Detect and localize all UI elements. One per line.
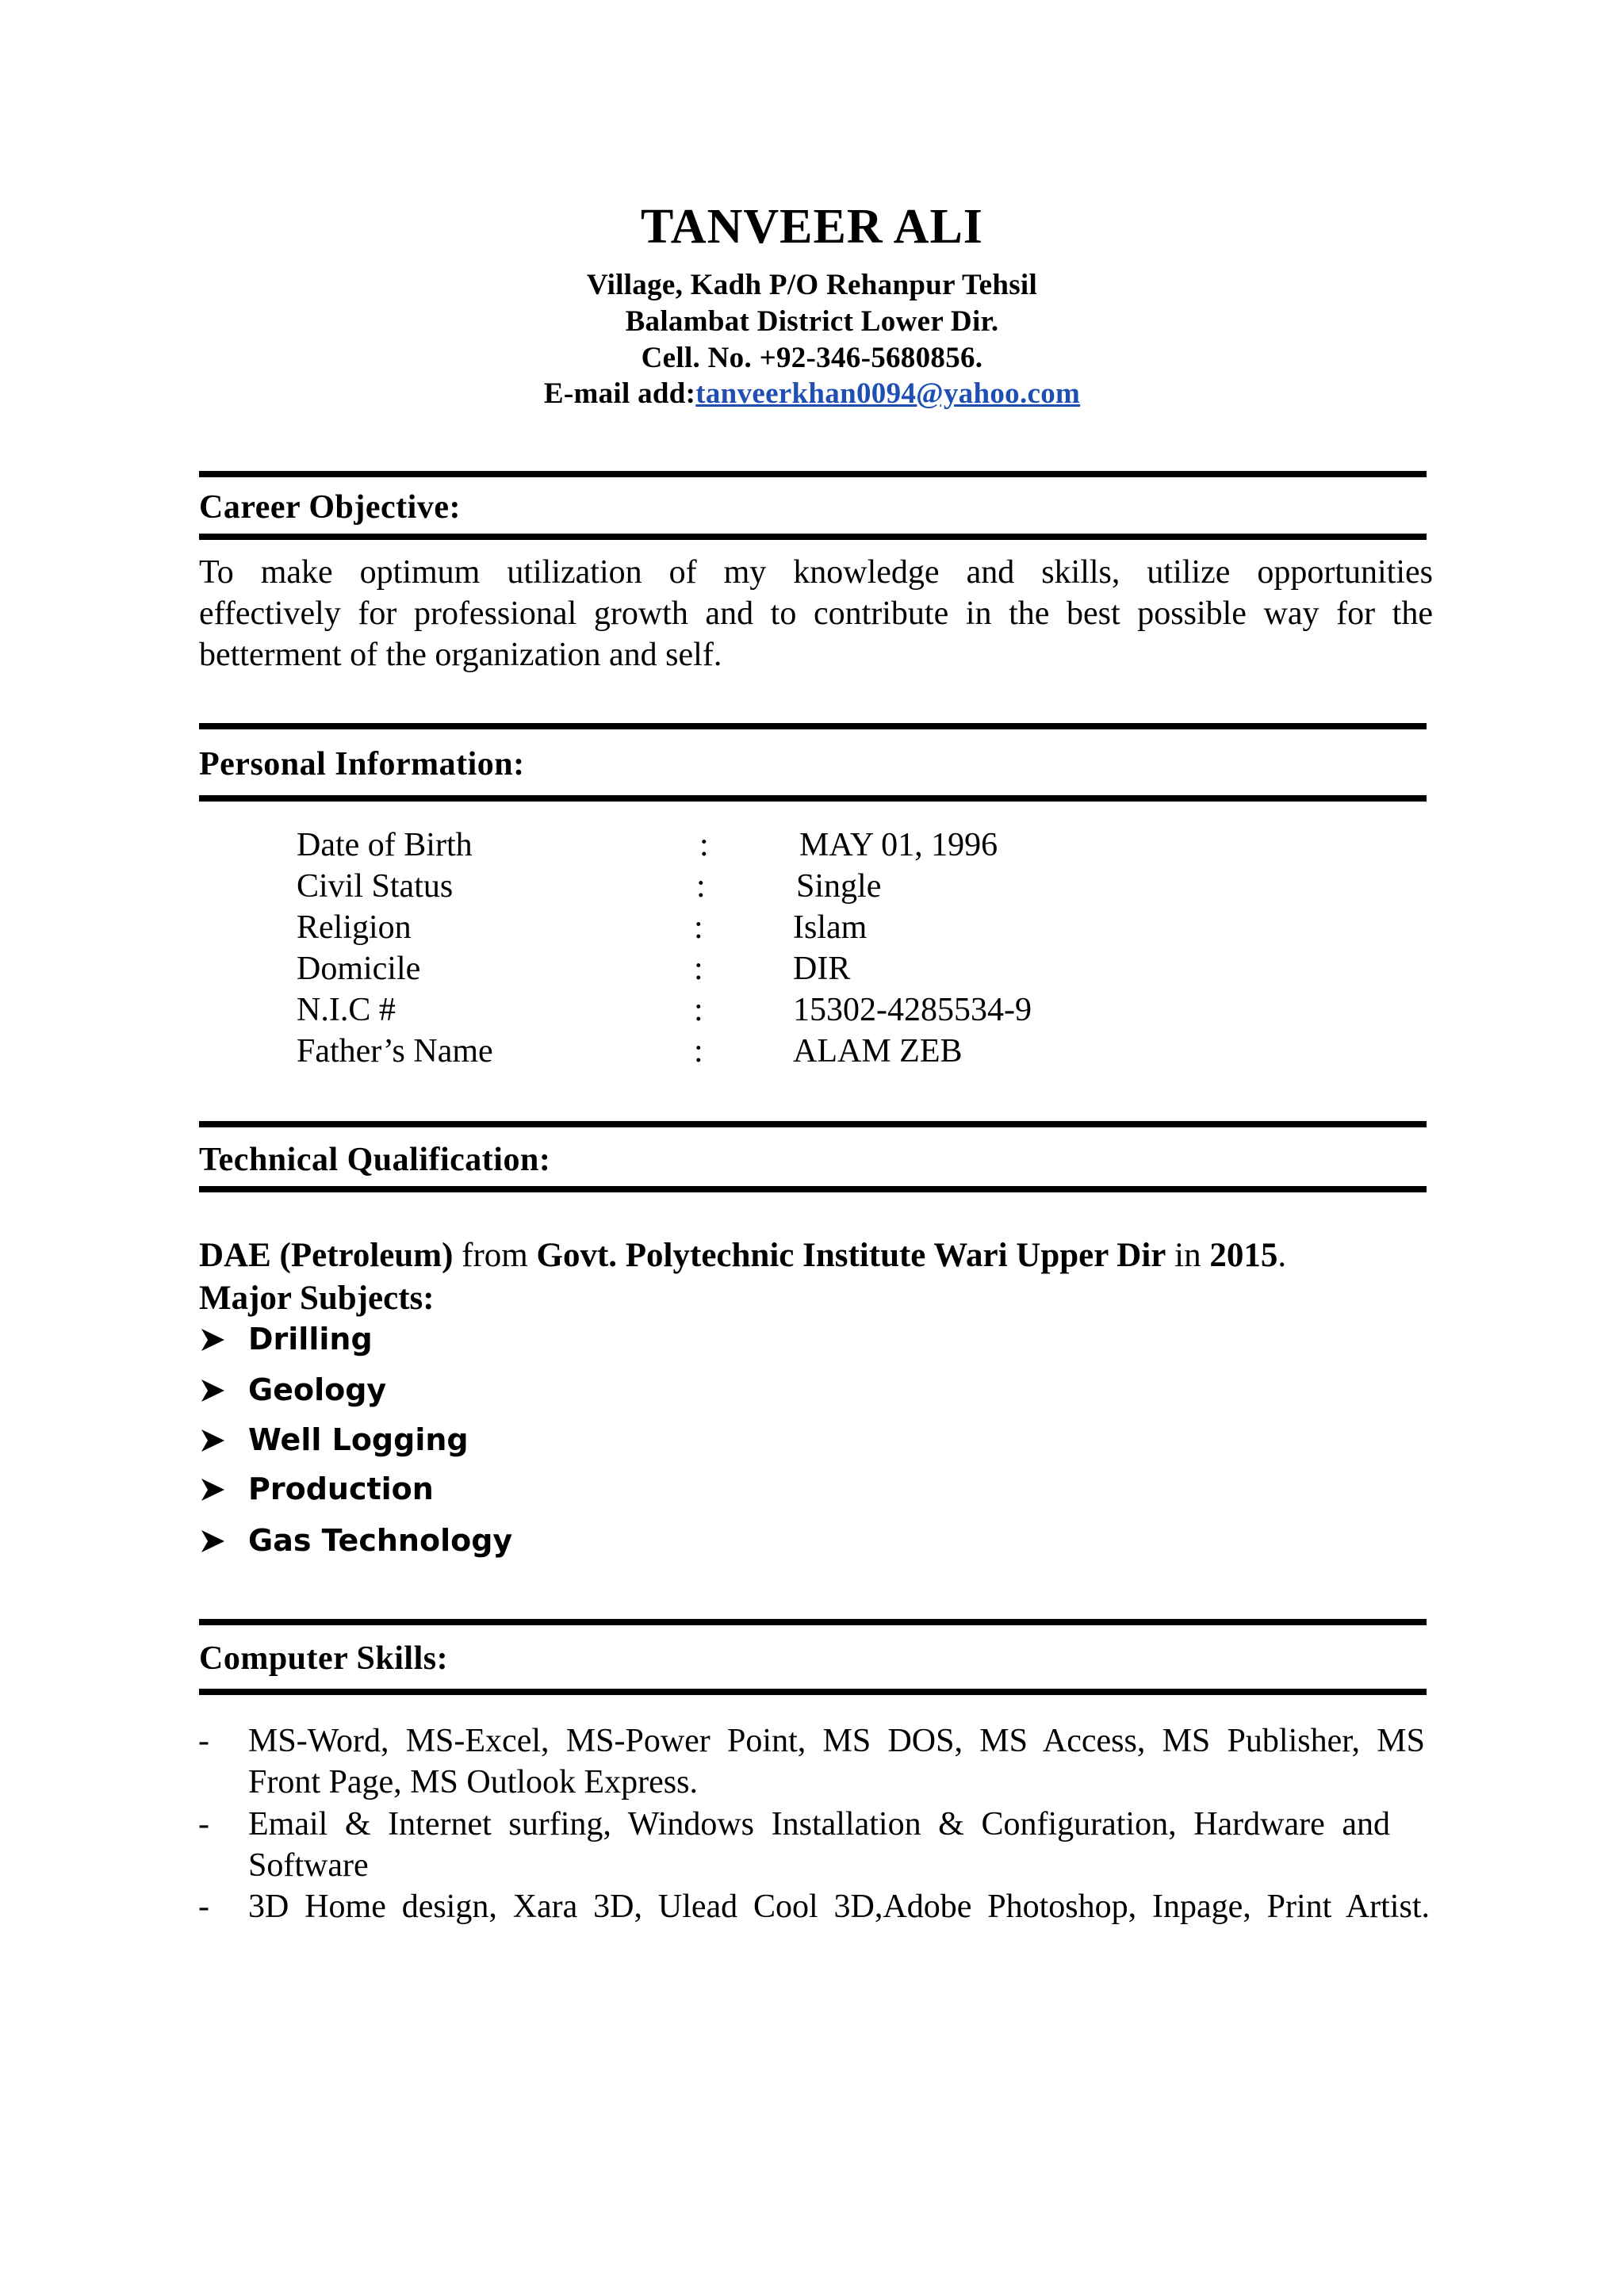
personal-info-label: Father’s Name xyxy=(297,1033,493,1070)
arrowhead-bullet-icon xyxy=(200,1528,227,1555)
personal-info-label: Date of Birth xyxy=(297,827,473,863)
candidate-name: TANVEER ALI xyxy=(641,200,983,254)
personal-info-separator: : xyxy=(699,827,709,863)
address-line-1: Village, Kadh P/O Rehanpur Tehsil xyxy=(586,269,1038,301)
degree-name: DAE (Petroleum) xyxy=(199,1237,454,1274)
arrowhead-bullet-icon xyxy=(200,1427,227,1454)
computer-skills-heading: Computer Skills: xyxy=(199,1640,449,1677)
qualification-year: 2015 xyxy=(1209,1237,1278,1274)
objective-line: betterment of the organization and self. xyxy=(199,637,722,673)
personal-info-value: DIR xyxy=(793,951,851,987)
personal-info-separator: : xyxy=(694,1033,703,1070)
personal-info-label: Civil Status xyxy=(297,868,454,905)
email-line xyxy=(0,376,1624,412)
skill-line: Software xyxy=(248,1847,369,1884)
skill-line: 3D Home design, Xara 3D, Ulead Cool 3D,Adobe Photoshop, Inpage, Print Artist. xyxy=(248,1888,1430,1925)
section-rule-bottom xyxy=(199,795,1427,802)
arrowhead-bullet-icon xyxy=(200,1377,227,1404)
objective-line: To make optimum utilization of my knowledge and skills, utilize opportunities xyxy=(199,554,1433,591)
personal-info-label: N.I.C # xyxy=(297,992,396,1028)
skill-line: Front Page, MS Outlook Express. xyxy=(248,1764,698,1800)
dash-bullet: - xyxy=(198,1888,209,1925)
section-rule-bottom xyxy=(199,534,1427,540)
section-rule-bottom xyxy=(199,1689,1427,1695)
personal-info-value: 15302-4285534-9 xyxy=(793,992,1032,1028)
personal-info-label: Religion xyxy=(297,909,412,946)
cell-number: Cell. No. +92-346-5680856. xyxy=(641,342,983,374)
personal-info-value: Islam xyxy=(793,909,868,946)
from-word: from xyxy=(453,1237,537,1274)
address-line-2: Balambat District Lower Dir. xyxy=(625,305,999,338)
email-link[interactable]: tanveerkhan0094@yahoo.com xyxy=(695,377,1081,410)
email-label: E-mail add: xyxy=(543,377,696,410)
section-rule-top xyxy=(199,1619,1427,1625)
qualification-period: . xyxy=(1277,1237,1287,1274)
major-subjects-heading: Major Subjects: xyxy=(199,1280,435,1317)
skill-line: Email & Internet surfing, Windows Installation & Configuration, Hardware and xyxy=(248,1806,1390,1843)
section-rule-top xyxy=(199,723,1427,729)
personal-info-separator: : xyxy=(696,868,706,905)
personal-information-heading: Personal Information: xyxy=(199,746,525,783)
subject-label: Well Logging xyxy=(248,1422,469,1457)
skill-line: MS-Word, MS-Excel, MS-Power Point, MS DOS, MS Access, MS Publisher, MS xyxy=(248,1723,1425,1759)
personal-info-separator: : xyxy=(694,992,703,1028)
skill-text xyxy=(248,1720,1425,1803)
section-rule-bottom xyxy=(199,1186,1427,1192)
career-objective-text xyxy=(199,552,1433,675)
personal-info-value: MAY 01, 1996 xyxy=(799,827,998,863)
objective-line: effectively for professional growth and to contribute in the best possible way for the xyxy=(199,595,1433,632)
subject-label: Gas Technology xyxy=(248,1523,513,1558)
personal-info-label: Domicile xyxy=(297,951,421,987)
section-rule-top xyxy=(199,1121,1427,1127)
skill-text xyxy=(248,1804,1390,1886)
personal-info-separator: : xyxy=(694,909,703,946)
personal-info-value: Single xyxy=(796,868,882,905)
arrowhead-bullet-icon xyxy=(200,1326,227,1353)
career-objective-heading: Career Objective: xyxy=(199,489,461,526)
personal-info-value: ALAM ZEB xyxy=(793,1033,963,1070)
skill-text xyxy=(248,1886,1430,1927)
qualification-line xyxy=(199,1235,1468,1276)
subject-label: Drilling xyxy=(248,1322,373,1357)
dash-bullet: - xyxy=(198,1806,209,1843)
subject-label: Geology xyxy=(248,1372,387,1407)
in-word: in xyxy=(1166,1237,1210,1274)
section-rule-top xyxy=(199,471,1427,477)
institute-name: Govt. Polytechnic Institute Wari Upper Dir xyxy=(536,1237,1166,1274)
personal-info-separator: : xyxy=(694,951,703,987)
arrowhead-bullet-icon xyxy=(200,1476,227,1503)
dash-bullet: - xyxy=(198,1723,209,1759)
subject-label: Production xyxy=(248,1471,434,1506)
technical-qualification-heading: Technical Qualification: xyxy=(199,1142,551,1178)
